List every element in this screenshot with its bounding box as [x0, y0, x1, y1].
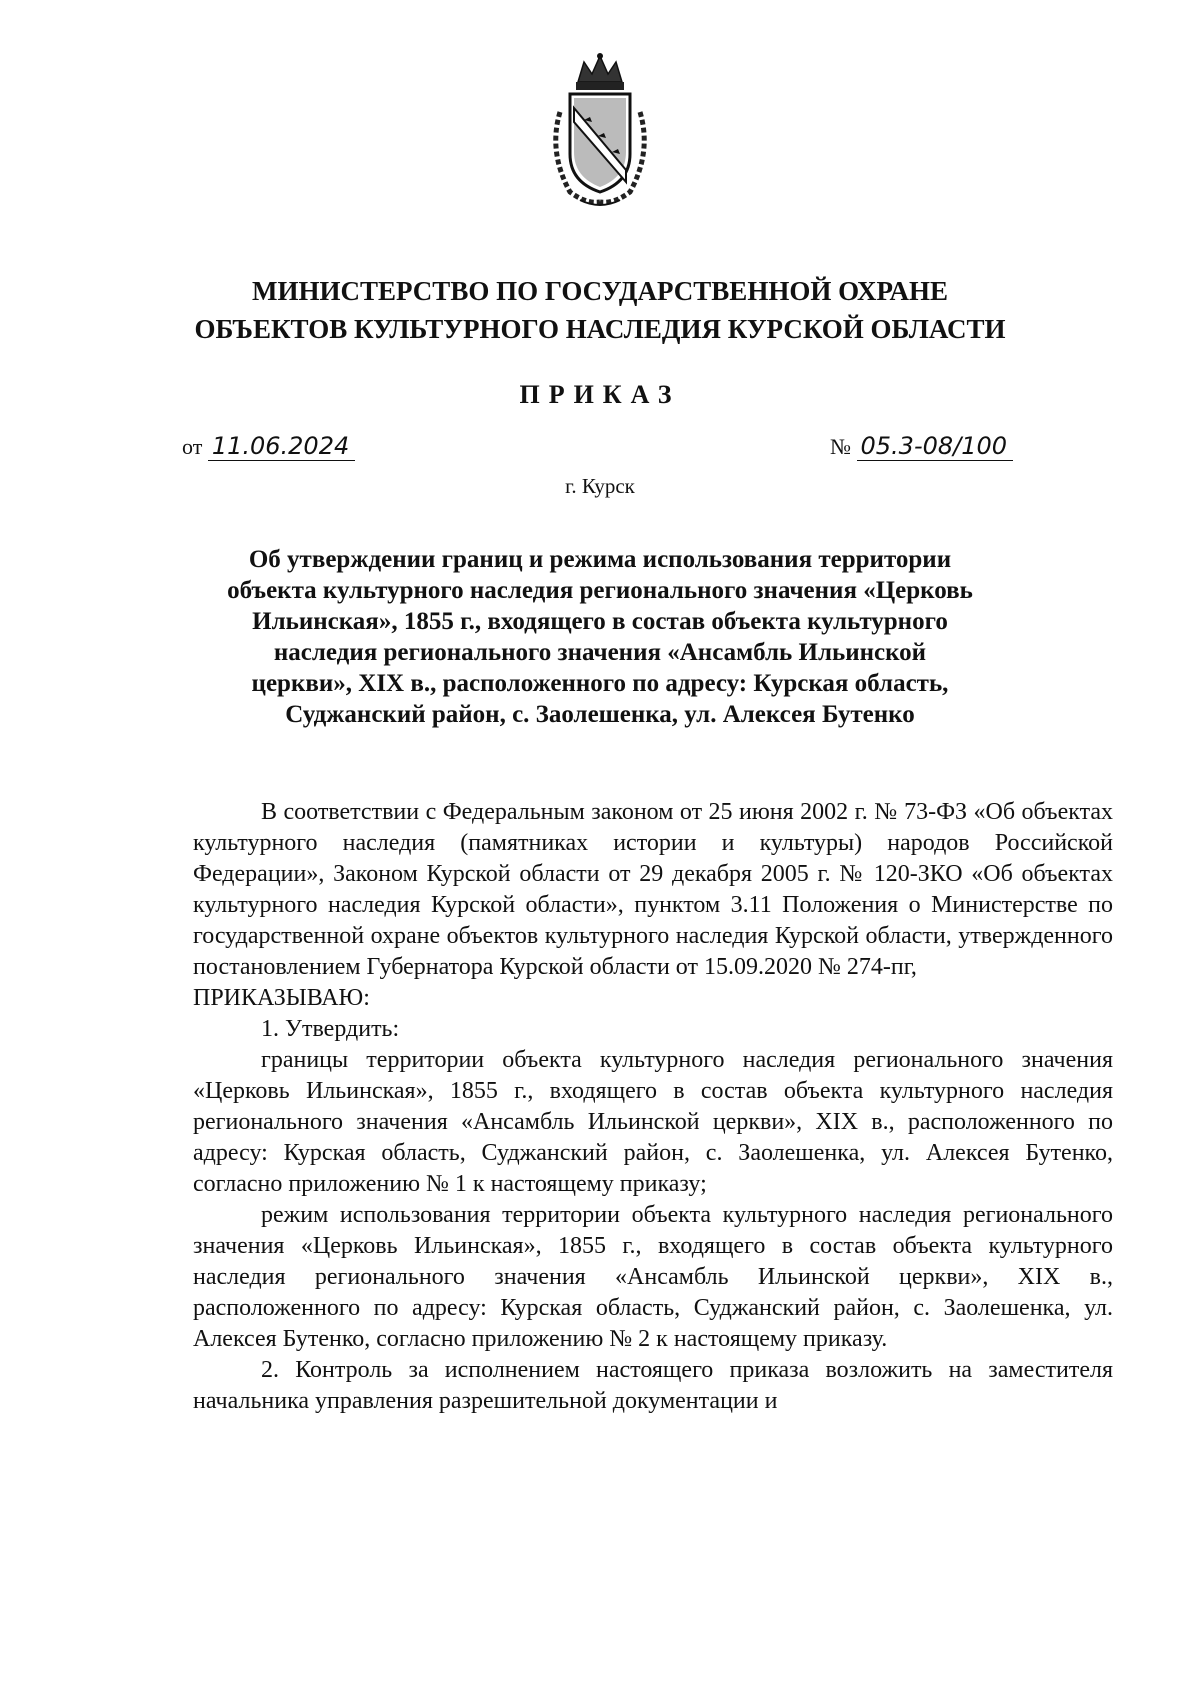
ministry-title	[0, 272, 1200, 348]
order-number-row	[830, 432, 1013, 461]
intro-paragraph: В соответствии с Федеральным законом от 25 июня 2002 г. № 73-ФЗ «Об объектах культурного наследия (памятниках истории и культуры) народов Российской Федерации», Законом Курской области от 29 декабря 2005 г. № 120-ЗКО «Об объектах культурного наследия Курской области», пунктом 3.11 Положения о Министерстве по государственной охране объектов культурного наследия Курской области, утвержденного постановлением Губернатора Курской области от 15.09.2020 № 274-пг,	[193, 799, 1113, 980]
subject-line: Ильинская», 1855 г., входящего в состав объекта культурного	[252, 608, 948, 635]
order-number: 05.3-08/100	[857, 432, 1014, 461]
item-1: 1. Утвердить:	[261, 1016, 400, 1042]
order-subject	[160, 544, 1040, 730]
subject-line: Об утверждении границ и режима использования территории	[248, 546, 952, 573]
kursk-coat-of-arms-icon	[540, 52, 660, 210]
date-prefix: от	[182, 434, 203, 459]
order-date: 11.06.2024	[208, 432, 355, 461]
subject-line: наследия регионального значения «Ансамбль Ильинской	[273, 639, 927, 666]
item-1-usage-regime: режим использования территории объекта культурного наследия регионального значения «Церковь Ильинская», 1855 г., входящего в состав объекта культурного наследия регионального значения «Ансамбль Ильинской церкви», XIX в., расположенного по адресу: Курская область, Суджанский район, с. Заолешенка, ул. Алексея Бутенко, согласно приложению № 2 к настоящему приказу.	[193, 1202, 1113, 1352]
order-date-row	[182, 432, 355, 461]
document-type: ПРИКАЗ	[519, 380, 681, 409]
ministry-title-line1: МИНИСТЕРСТВО ПО ГОСУДАРСТВЕННОЙ ОХРАНЕ	[251, 276, 949, 306]
item-2: 2. Контроль за исполнением настоящего приказа возложить на заместителя начальника управления разрешительной документации и	[193, 1357, 1113, 1414]
number-prefix: №	[830, 434, 851, 459]
order-body	[193, 797, 1113, 1417]
city: г. Курск	[565, 474, 635, 498]
subject-line: церкви», XIX в., расположенного по адресу: Курская область,	[251, 670, 949, 697]
ministry-title-line2: ОБЪЕКТОВ КУЛЬТУРНОГО НАСЛЕДИЯ КУРСКОЙ ОБЛАСТИ	[194, 314, 1006, 344]
subject-line: объекта культурного наследия регионального значения «Церковь	[227, 577, 973, 604]
item-1-boundaries: границы территории объекта культурного наследия регионального значения «Церковь Ильинская», 1855 г., входящего в состав объекта культурного наследия регионального значения «Ансамбль Ильинской церкви», XIX в., расположенного по адресу: Курская область, Суджанский район, с. Заолешенка, ул. Алексея Бутенко, согласно приложению № 1 к настоящему приказу;	[193, 1047, 1113, 1197]
order-word: ПРИКАЗЫВАЮ:	[193, 985, 370, 1011]
subject-line: Суджанский район, с. Заолешенка, ул. Алексея Бутенко	[285, 701, 915, 728]
